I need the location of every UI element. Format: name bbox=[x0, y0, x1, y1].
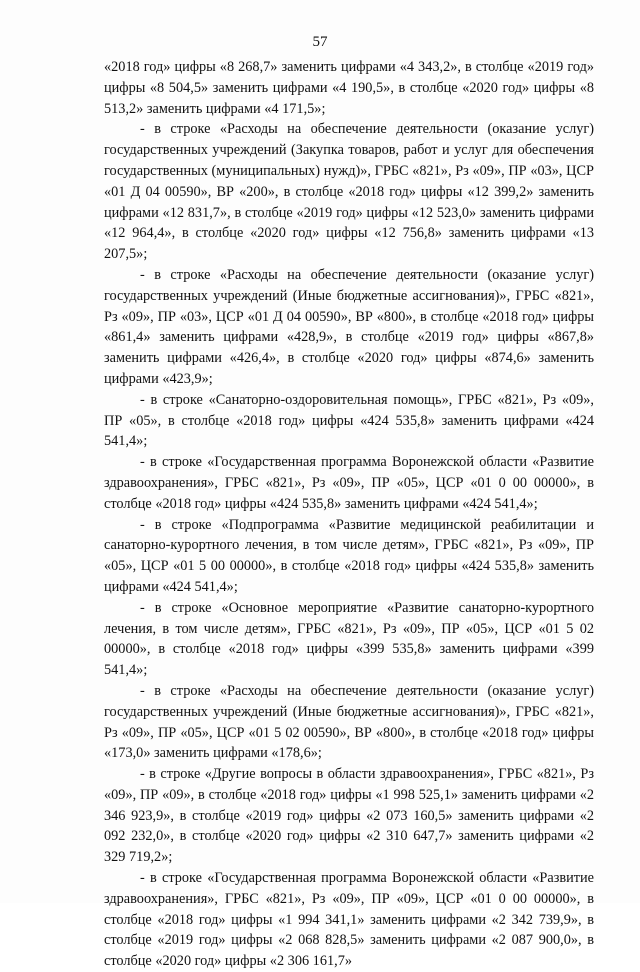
amendment-paragraph: - в строке «Государственная программа Воронежской области «Развитие здравоохранения», ГРБС «821», Рз «09», ПР «05», ЦСР «01 0 00 00000», в столбце «2018 год» цифры «424 535,8» заменить цифрами «424 541,4»; bbox=[104, 454, 594, 512]
paragraph-continuation: «2018 год» цифры «8 268,7» заменить цифрами «4 343,2», в столбце «2019 год» цифры «8 504,5» заменить цифрами «4 190,5», в столбце «2020 год» цифры «8 513,2» заменить цифрами «4 171,5»; bbox=[104, 59, 594, 117]
amendment-paragraph: - в строке «Расходы на обеспечение деятельности (оказание услуг) государственных учреждений (Иные бюджетные ассигнования)», ГРБС «821», Рз «09», ПР «03», ЦСР «01 Д 04 00590», ВР «800», в столбце «2018 год» цифры «861,4» заменить цифрами «428,9», в столбце «2019 год» цифры «867,8» заменить цифрами «426,4», в столбце «2020 год» цифры «874,6» заменить цифрами «423,9»; bbox=[104, 266, 594, 387]
amendment-paragraph: - в строке «Государственная программа Воронежской области «Развитие здравоохранения», ГРБС «821», Рз «09», ПР «09», ЦСР «01 0 00 00000», в столбце «2018 год» цифры «1 994 341,1» заменить цифрами «2 342 739,9», в столбце «2019 год» цифры «2 068 828,5» заменить цифрами «2 087 900,0», в столбце «2020 год» цифры «2 306 161,7» bbox=[104, 870, 594, 970]
amendment-paragraph: - в строке «Санаторно-оздоровительная помощь», ГРБС «821», Рз «09», ПР «05», в столбце «2018 год» цифры «424 535,8» заменить цифрами «424 541,4»; bbox=[104, 391, 594, 450]
document-body bbox=[104, 57, 594, 972]
amendment-paragraph: - в строке «Подпрограмма «Развитие медицинской реабилитации и санаторно-курортного лечения, в том числе детям», ГРБС «821», Рз «09», ПР «05», ЦСР «01 5 00 00000», в столбце «2018 год» цифры «424 535,8» заменить цифрами «424 541,4»; bbox=[104, 516, 594, 595]
amendment-paragraph: - в строке «Основное мероприятие «Развитие санаторно-курортного лечения, в том числе детям», ГРБС «821», Рз «09», ПР «05», ЦСР «01 5 02 00000», в столбце «2018 год» цифры «399 535,8» заменить цифрами «399 541,4»; bbox=[104, 599, 594, 679]
amendment-paragraph: - в строке «Расходы на обеспечение деятельности (оказание услуг) государственных учреждений (Закупка товаров, работ и услуг для обеспечения государственных (муниципальных) нужд)», ГРБС «821», Рз «09», ПР «03», ЦСР «01 Д 04 00590», ВР «200», в столбце «2018 год» цифры «12 399,2» заменить цифрами «12 831,7», в столбце «2019 год» цифры «12 523,0» заменить цифрами «12 964,4», в столбце «2020 год» цифры «12 756,8» заменить цифрами «13 207,5»; bbox=[104, 121, 594, 263]
amendment-paragraph: - в строке «Расходы на обеспечение деятельности (оказание услуг) государственных учреждений (Иные бюджетные ассигнования)», ГРБС «821», Рз «09», ПР «05», ЦСР «01 5 02 00590», ВР «800», в столбце «2018 год» цифры «173,0» заменить цифрами «178,6»; bbox=[104, 682, 594, 762]
amendment-paragraph: - в строке «Другие вопросы в области здравоохранения», ГРБС «821», Рз «09», ПР «09», в столбце «2018 год» цифры «1 998 525,1» заменить цифрами «2 346 923,9», в столбце «2019 год» цифры «2 073 160,5» заменить цифрами «2 092 232,0», в столбце «2020 год» цифры «2 310 647,7» заменить цифрами «2 329 719,2»; bbox=[104, 766, 594, 866]
page-number: 57 bbox=[312, 34, 328, 50]
